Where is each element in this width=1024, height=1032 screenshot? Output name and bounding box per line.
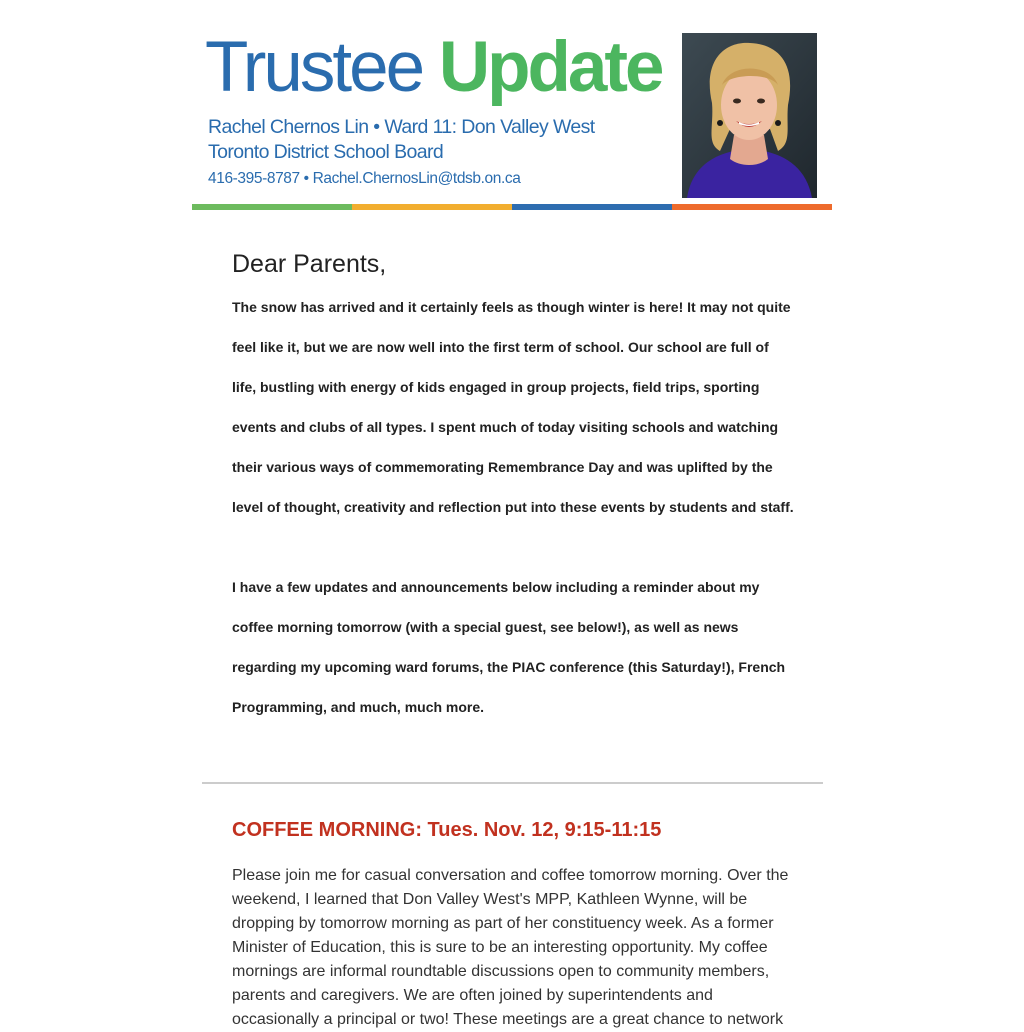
coffee-morning-paragraph: Please join me for casual conversation and coffee tomorrow morning. Over the weekend, I learned that Don Valley West's MPP, Kathleen Wynne, will be dropping by tomorrow morning as part of her constituency week. As a former Minister of Education, this is sure to be an interesting opportunity. My coffee mornings are informal roundtable discussions open to community members, parents and caregivers. We are often joined by superintendents and occasionally a principal or two! These meetings are a great chance to network [232,867,789,1028]
newsletter-title [205,24,661,112]
section-divider [202,782,823,784]
header-stripe-orange [672,204,832,210]
coffee-morning-heading: COFFEE MORNING: Tues. Nov. 12, 9:15-11:15 [232,819,662,841]
header-stripe-yellow [352,204,512,210]
title-update: Update [438,28,662,107]
trustee-contact: 416-395-8787 • Rachel.ChernosLin@tdsb.on.ca [208,170,521,187]
newsletter [192,0,832,1028]
header-stripe-blue [512,204,672,210]
header-stripe-green [192,204,352,210]
trustee-photo [682,33,817,198]
trustee-name-ward: Rachel Chernos Lin • Ward 11: Don Valley West [208,116,595,138]
updates-paragraph: I have a few updates and announcements below including a reminder about my coffee morning tomorrow (with a special guest, see below!), as well as news regarding my upcoming ward forums, the PIAC conference (this Saturday!), French Programming, and much, much more. [232,579,786,715]
school-board-name: Toronto District School Board [208,141,444,163]
greeting: Dear Parents, [232,250,387,278]
title-trustee: Trustee [205,28,423,107]
intro-paragraph: The snow has arrived and it certainly feels as though winter is here! It may not quite feel like it, but we are now well into the first term of school. Our school are full of life, bustling with energy of kids engaged in group projects, field trips, sporting events and clubs of all types. I spent much of today visiting schools and watching their various ways of commemorating Remembrance Day and was uplifted by the level of thought, creativity and reflection put into these events by students and staff. [232,299,794,515]
